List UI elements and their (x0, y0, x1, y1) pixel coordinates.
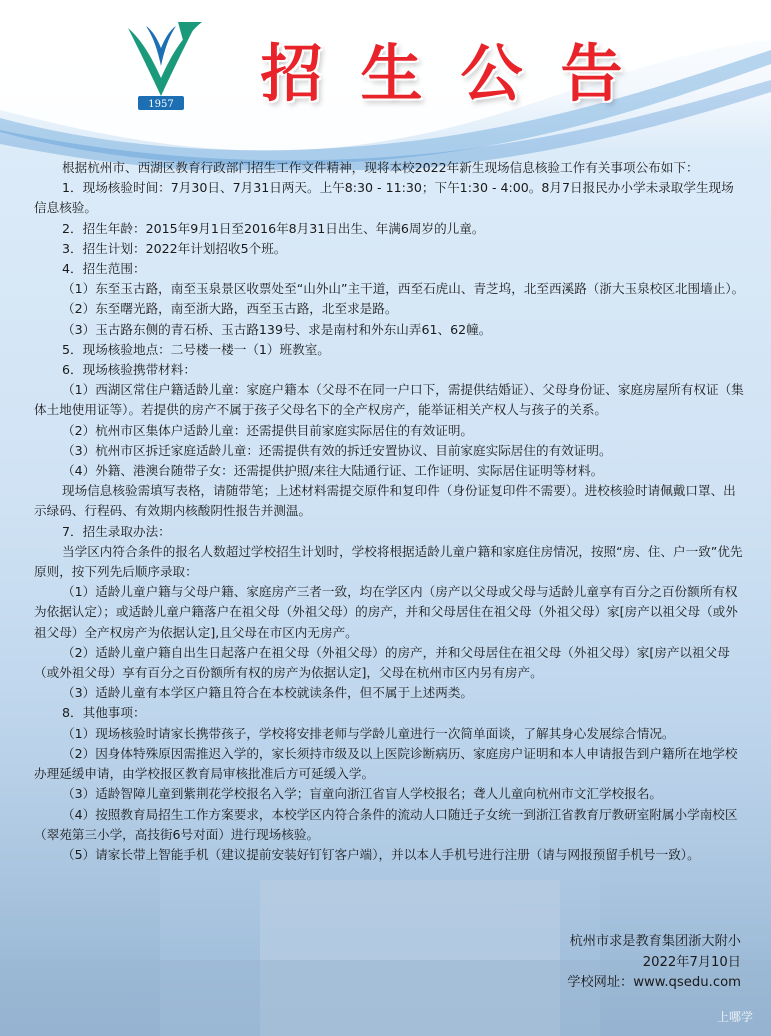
section-6: 6．现场核验携带材料： (62, 362, 196, 378)
section-6-item-2: （2）杭州市区集体户适龄儿童：还需提供目前家庭实际居住的有效证明。 (62, 422, 474, 438)
section-1: 1．现场核验时间：7月30日、7月31日两天。上午8:30 - 11:30；下午1:30 - 4:00。8月7日报民办小学未录取学生现场信息核验。 (34, 180, 734, 216)
section-7-item-2: （2）适龄儿童户籍自出生日起落户在祖父母（外祖父母）的房产，并和父母居住在祖父母（外祖父母）家[房产以祖父母（或外祖父母）享有百分之百份额所有权的房产为依据认定]，父母在杭州市区内另有房产。 (34, 644, 730, 681)
signature-block (567, 932, 741, 994)
section-7: 7．招生录取办法： (62, 523, 171, 539)
section-4-item-3: （3）玉古路东侧的青石桥、玉古路139号、求是南村和外东山弄61、62幢。 (62, 321, 492, 337)
section-6-item-4: （4）外籍、港澳台随带子女：还需提供护照/来往大陆通行证、工作证明、实际居住证明等材料。 (62, 463, 604, 479)
section-4-item-2: （2）东至曙光路，南至浙大路，西至玉古路，北至求是路。 (62, 301, 398, 317)
section-8: 8．其他事项： (62, 705, 146, 721)
section-7-intro: 当学区内符合条件的报名人数超过学校招生计划时，学校将根据适龄儿童户籍和家庭住房情况，按照“房、住、户一致”优先原则，按下列先后顺序录取： (34, 543, 743, 580)
section-4: 4．招生范围： (62, 261, 146, 277)
section-4-item-1: （1）东至玉古路，南至玉泉景区收票处至“山外山”主干道，西至石虎山、青芝坞，北至西溪路（浙大玉泉校区北围墙止）。 (62, 281, 745, 297)
section-8-item-2: （2）因身体特殊原因需推迟入学的，家长须持市级及以上医院诊断病历、家庭房户证明和本人申请报告到户籍所在地学校办理延缓申请，由学校报区教育局审核批准后方可延缓入学。 (34, 745, 738, 782)
section-8-item-3: （3）适龄智障儿童到紫荆花学校报名入学；盲童向浙江省盲人学校报名；聋人儿童向杭州市文汇学校报名。 (62, 786, 662, 802)
notice-body (34, 158, 746, 865)
watermark: 上哪学 (716, 1010, 753, 1024)
section-6-note: 现场信息核验需填写表格，请随带笔；上述材料需提交原件和复印件（身份证复印件不需要）。进校核验时请佩戴口罩、出示绿码、行程码、有效期内核酸阴性报告并测温。 (34, 483, 736, 519)
section-8-item-4: （4）按照教育局招生工作方案要求，本校学区内符合条件的流动人口随迁子女统一到浙江省教育厅教研室附属小学南校区（翠苑第三小学，高技街6号对面）进行现场核验。 (34, 806, 738, 842)
section-3: 3．招生计划：2022年计划招收5个班。 (62, 240, 287, 256)
school-website-link[interactable]: 学校网址：www.qsedu.com (567, 975, 741, 990)
section-7-item-3: （3）适龄儿童有本学区户籍且符合在本校就读条件，但不属于上述两类。 (62, 685, 474, 701)
section-5: 5．现场核验地点：二号楼一楼一（1）班教室。 (62, 341, 330, 357)
section-8-item-5: （5）请家长带上智能手机（建议提前安装好钉钉客户端），并以本人手机号进行注册（请与网报预留手机号一致）。 (62, 846, 700, 862)
notice-intro: 根据杭州市、西湖区教育行政部门招生工作文件精神，现将本校2022年新生现场信息核验工作有关事项公布如下： (62, 160, 699, 175)
page-title: 招生公告 (260, 37, 661, 110)
signature-org: 杭州市求是教育集团浙大附小 (569, 934, 741, 949)
section-6-item-3: （3）杭州市区拆迁家庭适龄儿童：还需提供有效的拆迁安置协议、目前家庭实际居住的有效证明。 (62, 442, 612, 458)
section-2: 2．招生年龄：2015年9月1日至2016年8月31日出生、年满6周岁的儿童。 (62, 220, 485, 236)
section-7-item-1: （1）适龄儿童户籍与父母户籍、家庭房产三者一致，均在学区内（房产以父母或父母与适龄儿童享有百分之百份额所有权为依据认定）；或适龄儿童户籍落户在祖父母（外祖父母）的房产，并和父母居住在祖父母（外祖父母）家[房产以祖父母（或外祖父母）全产权房产为依据认定],且父母在市区内无房产。 (34, 584, 738, 640)
section-6-item-1: （1）西湖区常住户籍适龄儿童：家庭户籍本（父母不在同一户口下，需提供结婚证）、父母身份证、家庭房屋所有权证（集体土地使用证等）。若提供的房产不属于孩子父母名下的全产权房产，能举证相关产权人与孩子的关系。 (34, 382, 744, 418)
section-8-item-1: （1）现场核验时请家长携带孩子，学校将安排老师与学龄儿童进行一次简单面谈，了解其身心发展综合情况。 (62, 725, 675, 741)
signature-date: 2022年7月10日 (642, 954, 741, 970)
logo-year: 1957 (148, 99, 174, 110)
